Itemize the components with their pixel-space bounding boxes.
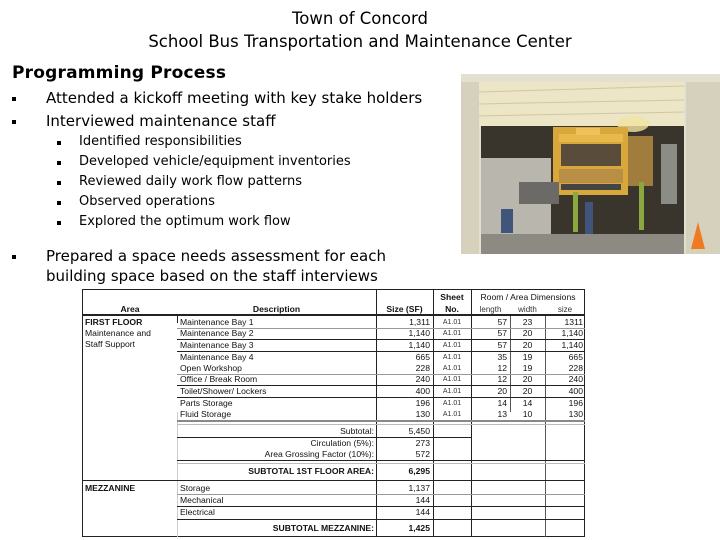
bus-garage-photo <box>461 74 720 254</box>
header-sheet: Sheet <box>440 292 464 302</box>
bullet-icon <box>12 97 16 101</box>
header-size: Size (SF) <box>386 304 423 314</box>
header-area: Area <box>120 304 140 314</box>
bullet-icon <box>12 255 16 259</box>
bullet-icon <box>57 161 61 165</box>
page-subtitle: School Bus Transportation and Maintenance Center <box>148 32 572 51</box>
header-dim-size: size <box>557 305 573 314</box>
area-label: Staff Support <box>85 339 136 349</box>
header-width: width <box>518 305 537 314</box>
header-length: length <box>479 305 502 314</box>
area-label: Maintenance and <box>85 328 151 338</box>
header-dimensions: Room / Area Dimensions <box>480 292 576 302</box>
bullet-icon <box>12 120 16 124</box>
page-title: Town of Concord <box>292 9 428 28</box>
bullet-icon <box>57 221 61 225</box>
garage-photo-icon <box>461 74 720 254</box>
section-heading: Programming Process <box>12 63 227 83</box>
area-mezzanine: MEZZANINE <box>85 483 136 493</box>
bullet-icon <box>57 201 61 205</box>
area-first-floor: FIRST FLOOR <box>85 317 143 327</box>
bullet-icon <box>57 141 61 145</box>
header-description: Description <box>252 304 301 314</box>
space-needs-table: Area Description Size (SF) Sheet No. Room / Area Dimensions length width size FIRST FLOOR Maintenance and Staff Support Maintenance Bay 1 1,311 A1.01 57 23 1311 Maintenance Bay 2 1,140 A1.01 57 20 1,140 Maintenance Bay 3 1,140 A1.01 57 20 1,140 Maintenance Bay 4 665 A1.01 35 19 665 Open Workshop 228 A1.01 12 19 228 Office / Break Room 240 A1.01 12 20 240 Toilet/Shower/ Lockers 400 A1.01 20 20 400 Parts Storage 196 A1.01 14 14 196 Fluid Storage 130 A1.01 13 10 130 Subtotal: 5,450 Circulation (5%): 273 Area Grossing Factor (10%): 572 SUBTOTAL 1ST FLOOR AREA: 6,295 MEZZANINE Storage 1,137 Mechanical 144 Electrical 144 SUBTOTAL MEZZANINE: 1,425 <box>82 289 585 537</box>
header-sheet-no: No. <box>445 304 459 314</box>
header-rule <box>83 314 585 316</box>
bullet-icon <box>57 181 61 185</box>
